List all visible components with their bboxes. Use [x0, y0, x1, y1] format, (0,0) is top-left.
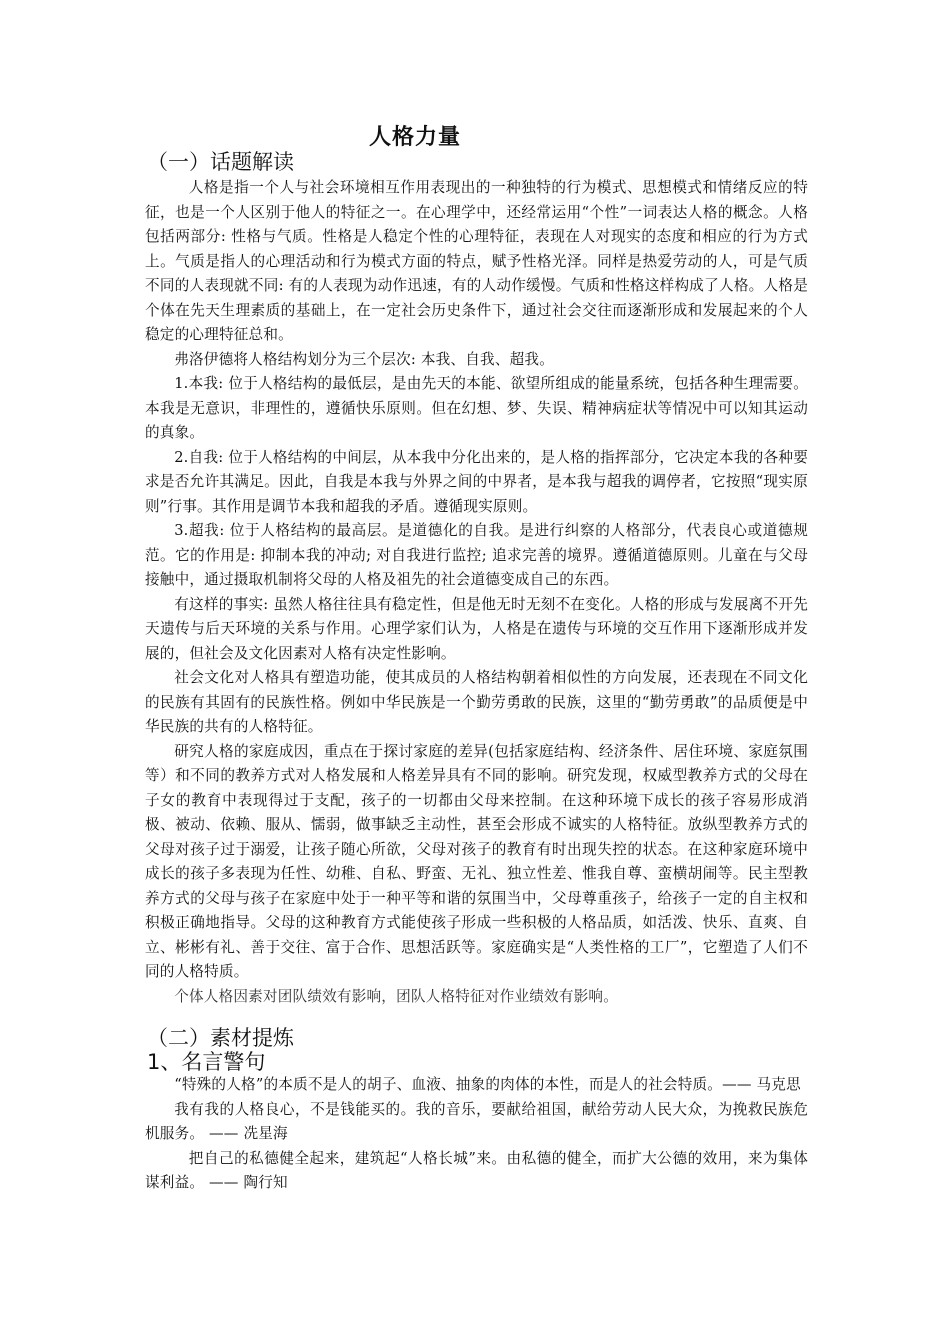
paragraph: 个体人格因素对团队绩效有影响，团队人格特征对作业绩效有影响。	[174, 987, 619, 1005]
quote-item: 把自己的私德健全起来，建筑起“人格长城”来。由私德的健全，而扩大公德的效用，来为集体谋利益。 —— 陶行知	[145, 1149, 808, 1191]
quote-item: 我有我的人格良心，不是钱能买的。我的音乐，要献给祖国，献给劳动人民大众，为挽救民族危机服务。 —— 冼星海	[145, 1100, 808, 1142]
paragraph: 有这样的事实: 虽然人格往往具有稳定性，但是他无时无刻不在变化。人格的形成与发展离不开先天遗传与后天环境的关系与作用。心理学家们认为，人格是在遗传与环境的交互作用下逐渐形成并发展的，但社会及文化因素对人格有决定性影响。	[145, 595, 808, 662]
page-title: 人格力量	[368, 124, 461, 150]
paragraph: 3.超我: 位于人格结构的最高层。是道德化的自我。是进行纠察的人格部分，代表良心或道德规范。它的作用是: 抑制本我的冲动; 对自我进行监控; 追求完善的境界。遵循道德原则。儿童在与父母接触中，通过摄取机制将父母的人格及祖先的社会道德变成自己的东西。	[145, 522, 808, 588]
section-heading-materials: （二）素材提炼	[147, 1026, 294, 1050]
section-topic-body	[145, 176, 808, 1009]
paragraph: 2.自我: 位于人格结构的中间层，从本我中分化出来的，是人格的指挥部分，它决定本我的各种要求是否允许其满足。因此，自我是本我与外界之间的中界者，是本我与超我的调停者，它按照“现实原则”行事。其作用是调节本我和超我的矛盾。遵循现实原则。	[145, 448, 808, 515]
paragraph: 研究人格的家庭成因，重点在于探讨家庭的差异(包括家庭结构、经济条件、居住环境、家庭氛围等）和不同的教养方式对人格发展和人格差异具有不同的影响。研究发现，权威型教养方式的父母在子女的教育中表现得过于支配，孩子的一切都由父母来控制。在这种环境下成长的孩子容易形成消极、被动、依赖、服从、懦弱，做事缺乏主动性，甚至会形成不诚实的人格特征。放纵型教养方式的父母对孩子过于溺爱，让孩子随心所欲，父母对孩子的教育有时出现失控的状态。在这种家庭环境中成长的孩子多表现为任性、幼稚、自私、野蛮、无礼、独立性差、惟我自尊、蛮横胡闹等。民主型教养方式的父母与孩子在家庭中处于一种平等和谐的氛围当中，父母尊重孩子，给孩子一定的自主权和积极正确地指导。父母的这种教育方式能使孩子形成一些积极的人格品质，如活泼、快乐、直爽、自立、彬彬有礼、善于交往、富于合作、思想活跃等。家庭确实是“人类性格的工厂”，它塑造了人们不同的人格特质。	[145, 742, 808, 980]
section-heading-topic: （一）话题解读	[147, 150, 294, 174]
paragraph: 弗洛伊德将人格结构划分为三个层次: 本我、自我、超我。	[174, 350, 554, 368]
quotes-list	[145, 1073, 808, 1196]
quote-item: “特殊的人格”的本质不是人的胡子、血液、抽象的肉体的本性，而是人的社会特质。—— 马克思	[174, 1076, 801, 1093]
paragraph: 1.本我: 位于人格结构的最低层，是由先天的本能、欲望所组成的能量系统，包括各种生理需要。本我是无意识，非理性的，遵循快乐原则。但在幻想、梦、失误、精神病症状等情况中可以知其运动的真象。	[145, 375, 808, 441]
subheading-quotes: 1、名言警句	[147, 1050, 266, 1074]
paragraph: 人格是指一个人与社会环境相互作用表现出的一种独特的行为模式、思想模式和情绪反应的特征，也是一个人区别于他人的特征之一。在心理学中，还经常运用“个性”一词表达人格的概念。人格包括两部分: 性格与气质。性格是人稳定个性的心理特征，表现在人对现实的态度和相应的行为方式上。气质是指人的心理活动和行为模式方面的特点，赋予性格光泽。同样是热爱劳动的人，可是气质不同的人表现就不同: 有的人表现为动作迅速，有的人动作缓慢。气质和性格这样构成了人格。人格是个体在先天生理素质的基础上，在一定社会历史条件下，通过社会交往而逐渐形成和发展起来的个人稳定的心理特征总和。	[145, 179, 808, 343]
paragraph: 社会文化对人格具有塑造功能，使其成员的人格结构朝着相似性的方向发展，还表现在不同文化的民族有其固有的民族性格。例如中华民族是一个勤劳勇敢的民族，这里的“勤劳勇敢”的品质便是中华民族的共有的人格特征。	[145, 669, 808, 735]
